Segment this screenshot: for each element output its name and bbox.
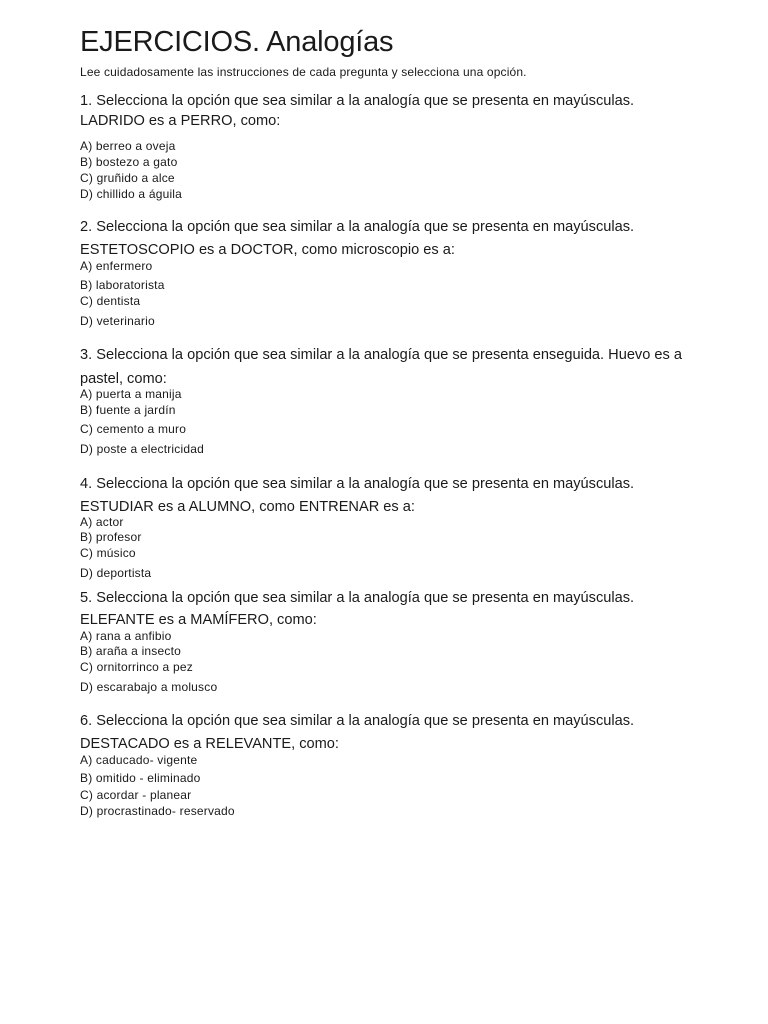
question-2-prompt: 2. Selecciona la opción que sea similar a la analogía que se presenta en mayúsculas. [80, 219, 635, 235]
question-3-statement: pastel, como: [80, 371, 167, 387]
question-1-option-c: C) gruñido a alce [80, 171, 175, 185]
instructions-text: Lee cuidadosamente las instrucciones de cada pregunta y selecciona una opción. [80, 65, 527, 79]
question-6-option-d: D) procrastinado- reservado [80, 804, 235, 818]
question-2-option-b: B) laboratorista [80, 278, 165, 292]
question-4-statement: ESTUDIAR es a ALUMNO, como ENTRENAR es a: [80, 499, 415, 515]
question-4-option-a: A) actor [80, 515, 124, 529]
question-4-option-c: C) músico [80, 546, 136, 560]
question-6-option-c: C) acordar - planear [80, 788, 192, 802]
question-5-statement: ELEFANTE es a MAMÍFERO, como: [80, 612, 317, 628]
page-title: EJERCICIOS. Analogías [80, 26, 394, 58]
question-5-option-c: C) ornitorrinco a pez [80, 660, 193, 674]
question-2-option-c: C) dentista [80, 294, 141, 308]
question-4-prompt: 4. Selecciona la opción que sea similar a la analogía que se presenta en mayúsculas. [80, 476, 635, 492]
question-3-prompt: 3. Selecciona la opción que sea similar a la analogía que se presenta enseguida. Huevo es a [80, 347, 682, 363]
question-6-statement: DESTACADO es a RELEVANTE, como: [80, 736, 339, 752]
question-3-option-a: A) puerta a manija [80, 387, 182, 401]
question-1-option-a: A) berreo a oveja [80, 139, 176, 153]
question-1-prompt: 1. Selecciona la opción que sea similar a la analogía que se presenta en mayúsculas. [80, 93, 635, 109]
question-5-option-a: A) rana a anfibio [80, 629, 172, 643]
question-5-option-b: B) araña a insecto [80, 644, 181, 658]
question-2-statement: ESTETOSCOPIO es a DOCTOR, como microscopio es a: [80, 242, 455, 258]
question-1-statement: LADRIDO es a PERRO, como: [80, 113, 281, 129]
question-3-option-d: D) poste a electricidad [80, 442, 204, 456]
question-2-option-a: A) enfermero [80, 259, 153, 273]
question-6-prompt: 6. Selecciona la opción que sea similar a la analogía que se presenta en mayúsculas. [80, 713, 635, 729]
question-5-prompt: 5. Selecciona la opción que sea similar a la analogía que se presenta en mayúsculas. [80, 590, 635, 606]
question-2-option-d: D) veterinario [80, 314, 155, 328]
question-5-option-d: D) escarabajo a molusco [80, 680, 218, 694]
question-3-option-b: B) fuente a jardín [80, 403, 176, 417]
question-6-option-b: B) omitido - eliminado [80, 771, 201, 785]
question-1-option-b: B) bostezo a gato [80, 155, 178, 169]
question-1-option-d: D) chillido a águila [80, 187, 183, 201]
question-6-option-a: A) caducado- vigente [80, 753, 198, 767]
question-3-option-c: C) cemento a muro [80, 422, 187, 436]
question-4-option-d: D) deportista [80, 566, 152, 580]
question-4-option-b: B) profesor [80, 530, 142, 544]
